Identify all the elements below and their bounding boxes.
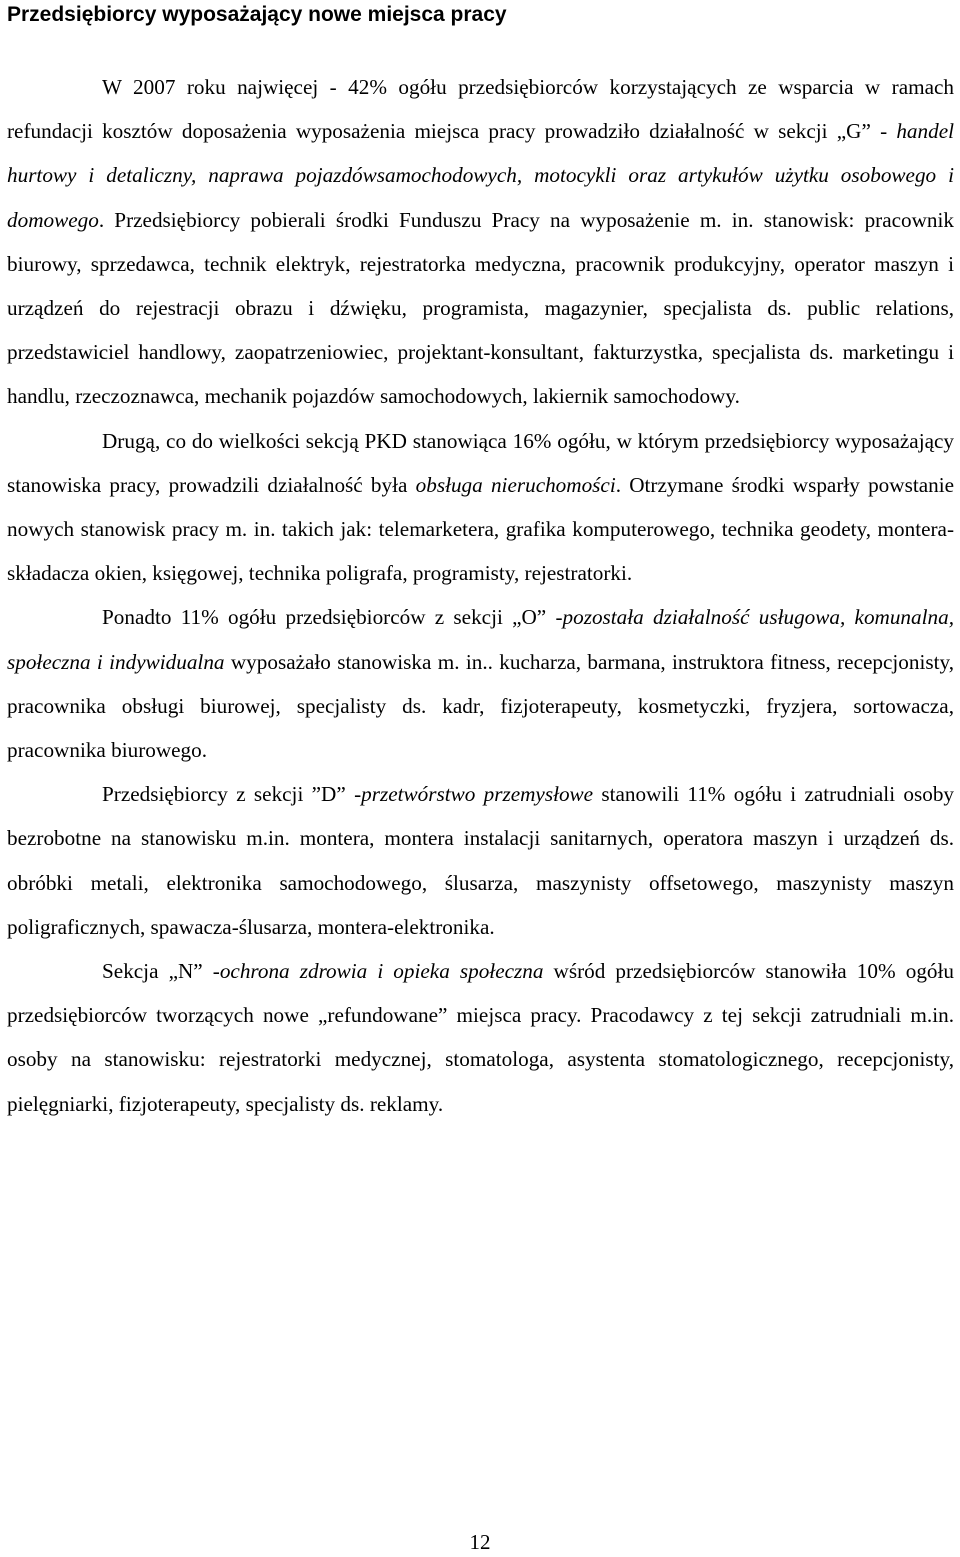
paragraph-sekcja-g: [7, 65, 954, 419]
paragraph-sekcja-k: [7, 419, 954, 596]
section-name-italic: obsługa nieruchomości: [415, 472, 616, 497]
section-name-italic: -pozostała działalność usługowa, komunalna, społeczna i indywidualna: [7, 605, 954, 674]
page-title: Przedsiębiorcy wyposażający nowe miejsca pracy: [7, 3, 507, 26]
paragraph-text: . Przedsiębiorcy pobierali środki Funduszu Pracy na wyposażenie m. in. stanowisk: pracownik biurowy, sprzedawca, technik elektryk, rejestratorka medyczna, pracownik produkcyjny, operator maszyn i urządzeń do rejestracji obrazu i dźwięku, programista, magazynier, specjalista ds. public relations, przedstawiciel handlowy, zaopatrzeniowiec, projektant-konsultant, fakturzystka, specjalista ds. marketingu i handlu, rzeczoznawca, mechanik pojazdów samochodowych, lakiernik samochodowy.: [7, 207, 954, 409]
paragraph-text: Sekcja „N”: [102, 959, 213, 984]
paragraph-sekcja-o: [7, 595, 954, 772]
section-name-italic: -ochrona zdrowia i opieka społeczna: [212, 959, 544, 984]
paragraph-sekcja-n: [7, 949, 954, 1126]
paragraph-text: . Otrzymane środki wsparły powstanie nowych stanowisk pracy m. in. takich jak: telemarketera, grafika komputerowego, technika geodety, montera-składacza okien, księgowej, technika poligrafa, programisty, rejestratorki.: [7, 472, 954, 586]
paragraph-text: wśród przedsiębiorców stanowiła 10% ogółu przedsiębiorców tworzących nowe „refundowane” miejsca pracy. Pracodawcy z tej sekcji zatrudniali m.in. osoby na stanowisku: rejestratorki medycznej, stomatologa, asystenta stomatologicznego, recepcjonisty, pielęgniarki, fizjoterapeuty, specjalisty ds. reklamy.: [7, 959, 954, 1116]
paragraph-text: Przedsiębiorcy z sekcji ”D”: [102, 782, 355, 807]
paragraph-text: Drugą, co do wielkości sekcją PKD stanowiąca 16% ogółu, w którym przedsiębiorcy wyposażający stanowiska pracy, prowadzili działalność była: [7, 428, 954, 497]
paragraph-sekcja-d: [7, 772, 954, 949]
section-name-italic: -przetwórstwo przemysłowe: [354, 782, 594, 807]
section-name-italic: handel hurtowy i detaliczny, naprawa pojazdówsamochodowych, motocykli oraz artykułów użytku osobowego i domowego: [7, 119, 954, 232]
paragraph-text: wyposażało stanowiska m. in.. kucharza, barmana, instruktora fitness, recepcjonisty, pracownika obsługi biurowej, specjalisty ds. kadr, fizjoterapeuty, kosmetyczki, fryzjera, sortowacza, pracownika biurowego.: [7, 649, 954, 763]
paragraph-text: stanowili 11% ogółu i zatrudniali osoby bezrobotne na stanowisku m.in. montera, montera instalacji sanitarnych, operatora maszyn i urządzeń ds. obróbki metali, elektronika samochodowego, ślusarza, maszynisty offsetowego, maszynisty maszyn poligraficznych, spawacza-ślusarza, montera-elektronika.: [7, 782, 955, 939]
paragraph-text: W 2007 roku najwięcej - 42% ogółu przedsiębiorców korzystających ze wsparcia w ramach refundacji kosztów doposażenia wyposażenia miejsca pracy prowadziło działalność w sekcji „G” -: [7, 75, 954, 144]
paragraph-text: Ponadto 11% ogółu przedsiębiorców z sekcji „O”: [102, 605, 556, 630]
page-number: 12: [469, 1530, 491, 1554]
body-text: [7, 65, 954, 1126]
